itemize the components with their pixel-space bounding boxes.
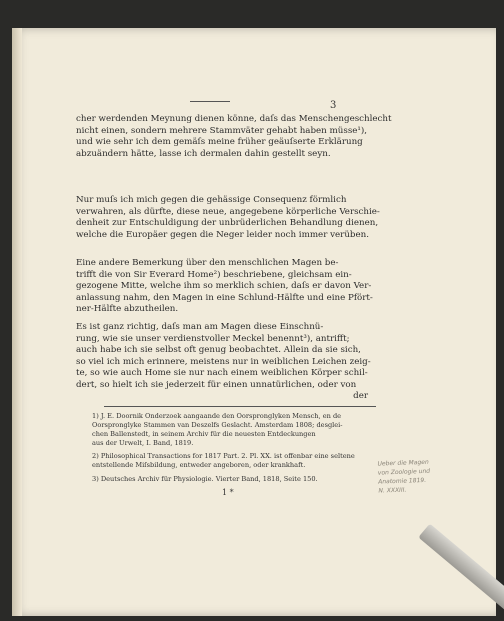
catchword: der bbox=[353, 391, 368, 401]
page-number: 3 bbox=[330, 100, 337, 111]
text-line: dert, so hielt ich sie jederzeit für einen unnatürlichen, oder von bbox=[76, 379, 357, 390]
footnote-rule bbox=[104, 406, 376, 407]
text-line: so viel ich mich erinnere, meistens nur in weiblichen Leichen zeig- bbox=[76, 356, 371, 367]
text-line: Eine andere Bemerkung über den menschlichen Magen be- bbox=[76, 258, 339, 268]
footnote-line: 3) Deutsches Archiv für Physiologie. Vierter Band, 1818, Seite 150. bbox=[92, 475, 318, 483]
footnote-line: chen Ballenstedt, in seinem Archiv für die neuesten Entdeckungen bbox=[92, 430, 316, 438]
text-line: ner-Hälfte abzutheilen. bbox=[76, 304, 179, 314]
paragraph-4 bbox=[76, 322, 371, 403]
text-line: Es ist ganz richtig, daſs man am Magen diese Einschnü- bbox=[76, 322, 324, 332]
text-line: auch habe ich sie selbst oft genug beobachtet. Allein da sie sich, bbox=[76, 345, 361, 355]
note-line: Anatomie 1819. bbox=[378, 476, 427, 486]
text-line: nicht einen, sondern mehrere Stammväter gehabt haben müsse¹), bbox=[76, 125, 368, 136]
header-rule bbox=[190, 101, 230, 102]
text-line: verwahren, als dürfte, diese neue, angegebene körperliche Verschie- bbox=[76, 206, 380, 217]
text-line: trifft die von Sir Everard Home²) beschriebene, gleichsam ein- bbox=[76, 269, 352, 280]
footnote-2 bbox=[92, 452, 374, 470]
note-line: N. XXXIII. bbox=[378, 486, 407, 495]
page-gutter-shadow bbox=[12, 28, 22, 616]
footnote-line: 2) Philosophical Transactions for 1817 Part. 2. Pl. XX. ist offenbar eine seltene bbox=[92, 452, 355, 460]
paragraph-3 bbox=[76, 258, 373, 316]
note-line: von Zoologie und bbox=[377, 467, 431, 477]
text-line: anlassung nahm, den Magen in eine Schlund-Hälfte und eine Pfört- bbox=[76, 292, 373, 303]
text-line: te, so wie auch Home sie nur nach einem weiblichen Körper schil- bbox=[76, 368, 368, 378]
footnote-line: entstellende Miſsbildung, entweder angeboren, oder krankhaft. bbox=[92, 461, 306, 469]
footnote-1 bbox=[92, 412, 374, 448]
signature-mark: 1 * bbox=[222, 488, 234, 497]
text-line: rung, wie sie unser verdienstvoller Meckel benennt³), antrifft; bbox=[76, 333, 350, 344]
text-line: Nur muſs ich mich gegen die gehässige Consequenz förmlich bbox=[76, 195, 347, 205]
text-line: abzuändern hätte, lasse ich dermalen dahin gestellt seyn. bbox=[76, 148, 331, 159]
text-line: cher werdenden Meynung dienen könne, daſs das Menschengeschlecht bbox=[76, 114, 392, 124]
footnote-3 bbox=[92, 475, 374, 484]
book-page bbox=[12, 28, 496, 616]
text-line: welche die Europäer gegen die Neger leider noch immer verüben. bbox=[76, 229, 369, 240]
text-line: denheit zur Entschuldigung der unbrüderlichen Behandlung dienen, bbox=[76, 218, 379, 228]
footnote-line: aus der Urwelt, I. Band, 1819. bbox=[92, 439, 194, 447]
note-line: Ueber die Magen bbox=[377, 458, 429, 468]
handwritten-pencil-note bbox=[377, 456, 468, 495]
footnote-line: 1) J. E. Doornik Onderzoek aangaande den Oorspronglyken Mensch, en de bbox=[92, 412, 342, 420]
paragraph-2 bbox=[76, 195, 380, 241]
paragraph-1 bbox=[76, 114, 392, 160]
footnote-line: Oorspronglyke Stammen van Deszelfs Geslacht. Amsterdam 1808; desglei- bbox=[92, 421, 343, 429]
text-line: und wie sehr ich dem gemäſs meine früher geäuſserte Erklärung bbox=[76, 137, 363, 147]
text-line: gezogene Mitte, welche ihm so merklich schien, daſs er davon Ver- bbox=[76, 281, 372, 291]
